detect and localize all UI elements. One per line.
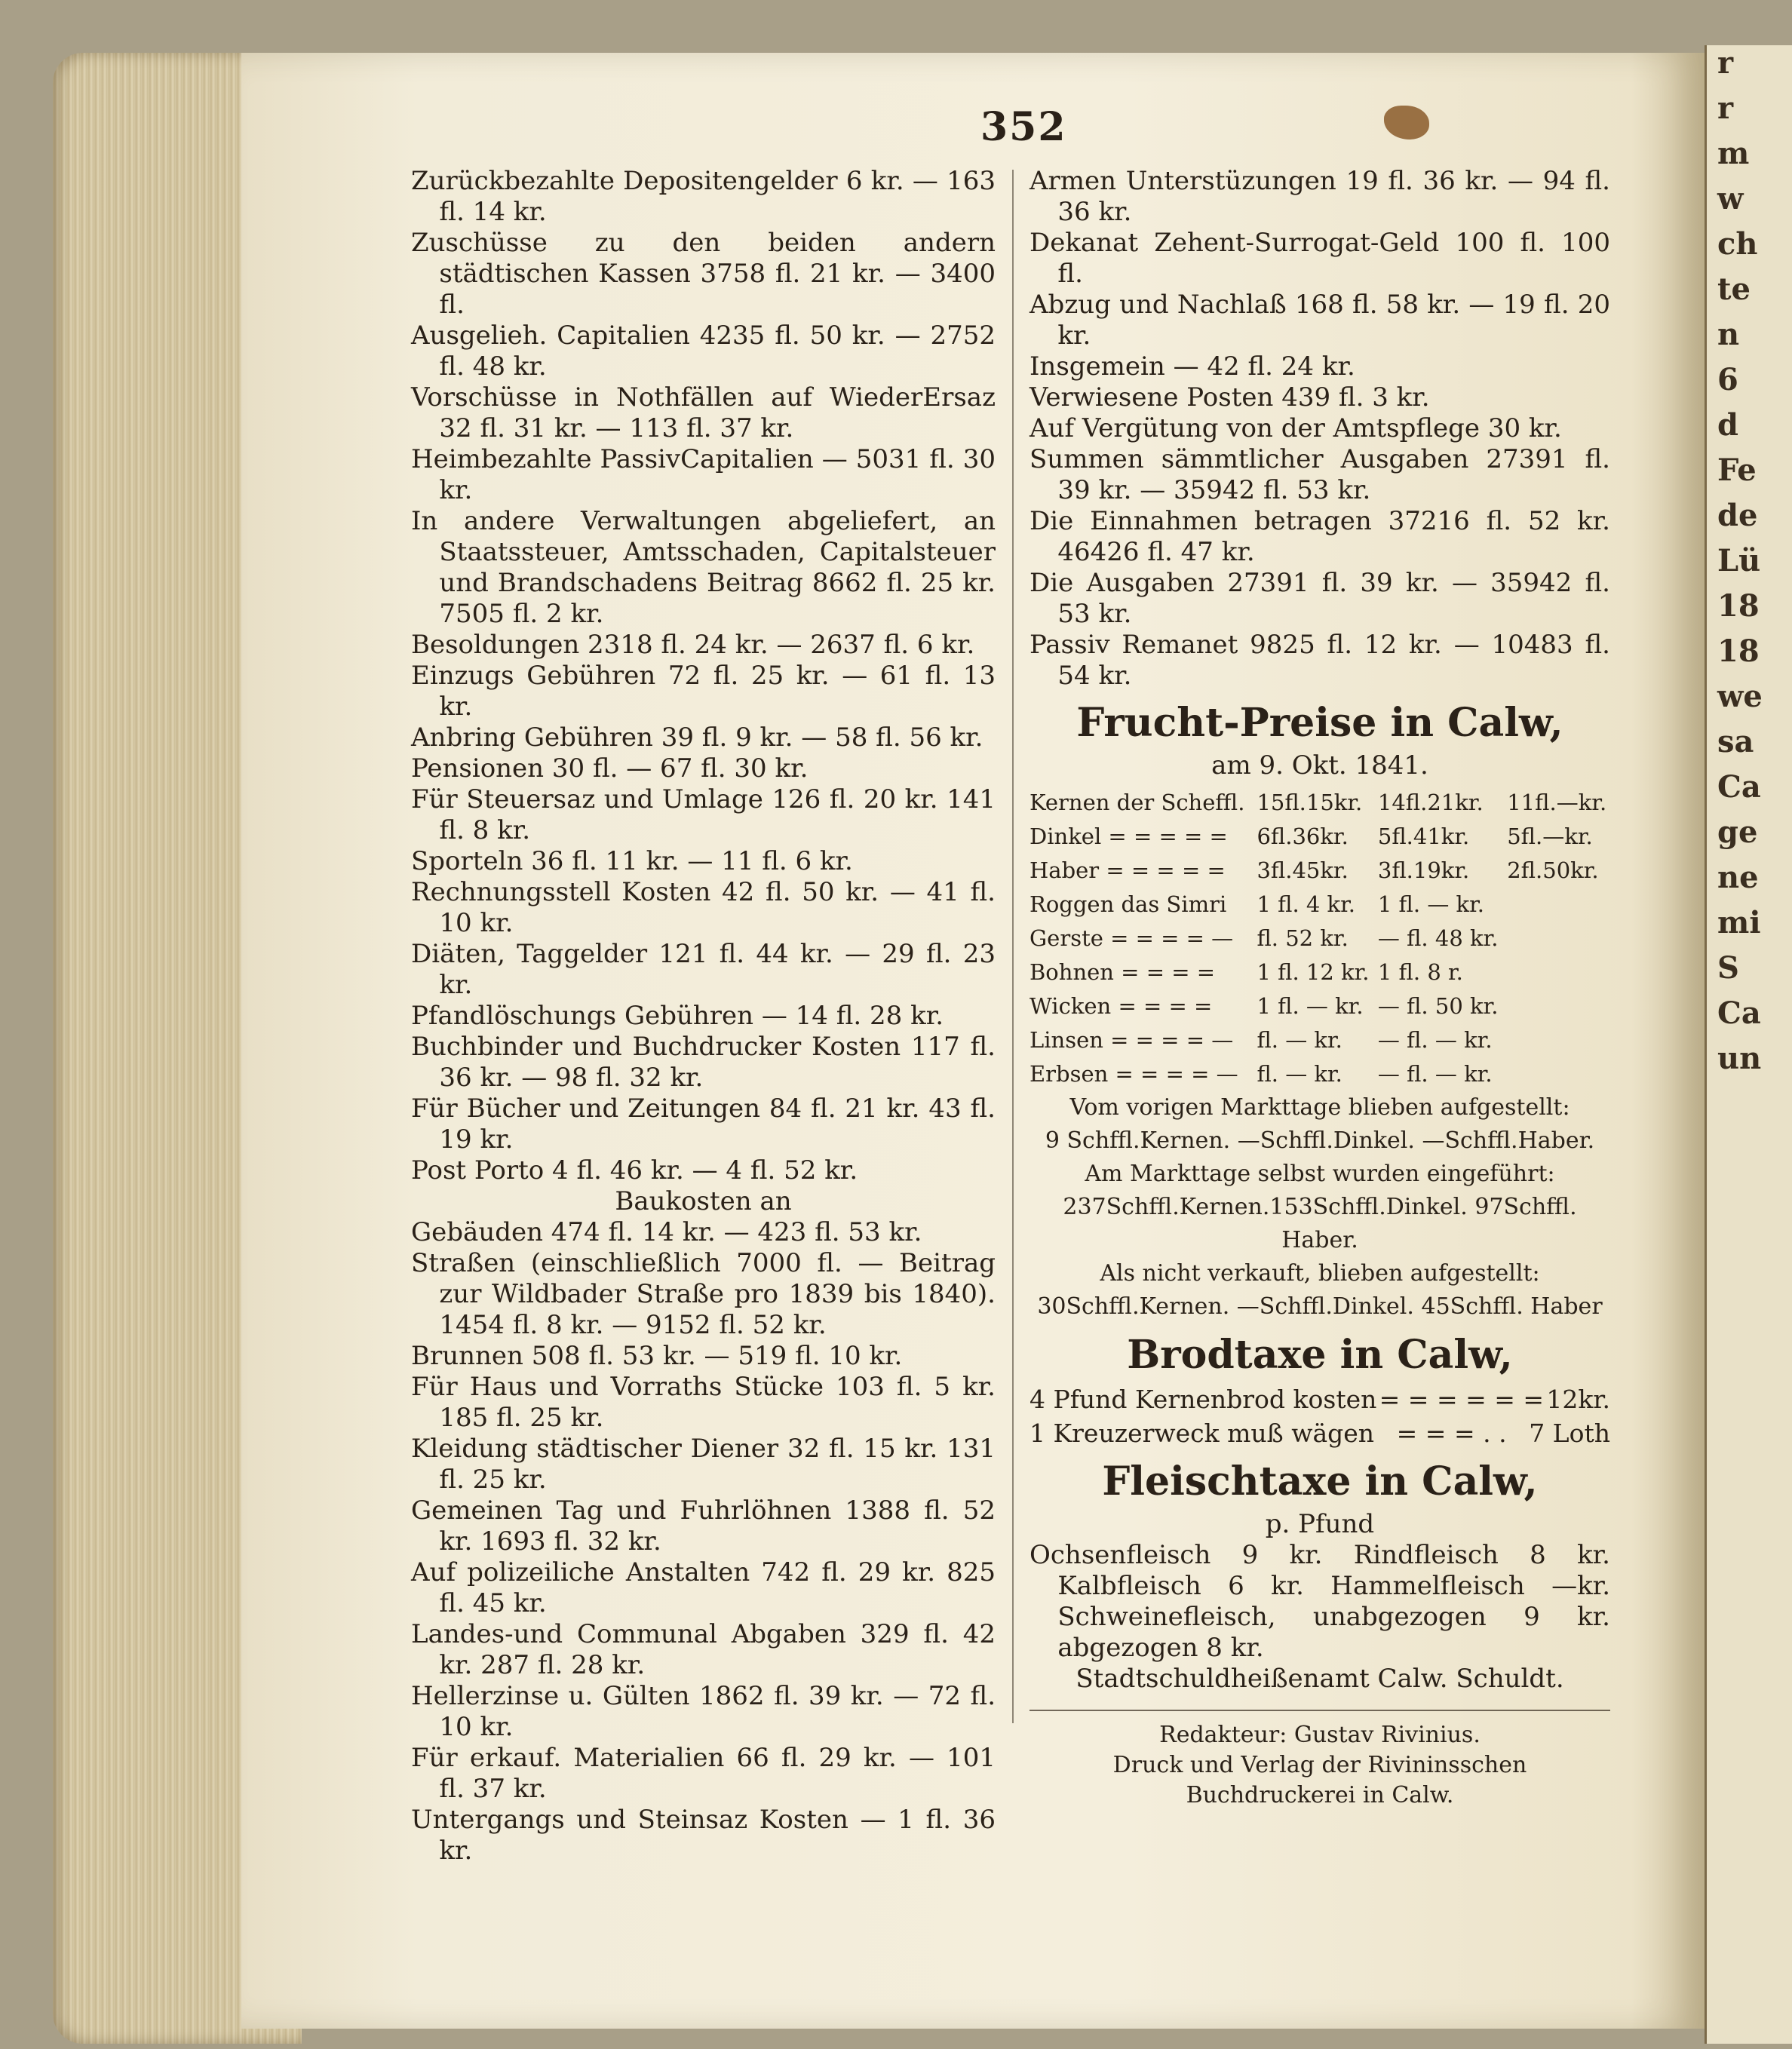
ledger-entry: Buchbinder und Buchdrucker Kosten 117 fl. 36 kr. — 98 fl. 32 kr. — [411, 1032, 996, 1093]
ledger-entry: Kleidung städtischer Diener 32 fl. 15 kr. 131 fl. 25 kr. — [411, 1434, 996, 1495]
ledger-entry: Landes-und Communal Abgaben 329 fl. 42 kr. 287 fl. 28 kr. — [411, 1619, 996, 1680]
next-page-text: d — [1717, 407, 1738, 443]
bread-value: 7 Loth — [1529, 1419, 1610, 1448]
bread-row — [1029, 1416, 1610, 1450]
grain-label: Gerste = = = = — — [1029, 925, 1234, 951]
ledger-entry: Armen Unterstüzungen 19 fl. 36 kr. — 94 fl. 36 kr. — [1029, 166, 1610, 227]
ledger-entry: Vorschüsse in Nothfällen auf WiederErsaz 32 fl. 31 kr. — 113 fl. 37 kr. — [411, 382, 996, 443]
ledger-entry: Heimbezahlte PassivCapitalien — 5031 fl. 30 kr. — [411, 444, 996, 505]
next-page-text: we — [1717, 679, 1763, 714]
price-high: 6fl.36kr. — [1257, 824, 1349, 849]
next-page-text: te — [1717, 271, 1751, 307]
ledger-entry: Die Ausgaben 27391 fl. 39 kr. — 35942 fl. 53 kr. — [1029, 568, 1610, 629]
price-row — [1029, 888, 1610, 922]
brod-heading: Brodtaxe in Calw, — [1127, 1332, 1513, 1378]
page-number: 352 — [980, 104, 1067, 150]
next-page-text: r — [1717, 90, 1734, 126]
bread-row — [1029, 1382, 1610, 1416]
ledger-entry: Zurückbezahlte Depositengelder 6 kr. — 163 fl. 14 kr. — [411, 166, 996, 227]
price-mid: — fl. — kr. — [1377, 1061, 1493, 1087]
next-page-text: r — [1717, 45, 1734, 81]
price-high: fl. — kr. — [1257, 1061, 1342, 1087]
ledger-entry: Für Haus und Vorraths Stücke 103 fl. 5 kr. 185 fl. 25 kr. — [411, 1372, 996, 1433]
price-mid: 14fl.21kr. — [1377, 790, 1484, 815]
price-high: 3fl.45kr. — [1257, 857, 1349, 883]
market-line: Vom vorigen Markttage blieben aufgestellt: — [1069, 1094, 1570, 1121]
ledger-entry: Passiv Remanet 9825 fl. 12 kr. — 10483 fl. 54 kr. — [1029, 630, 1610, 691]
next-page-text: n — [1717, 317, 1740, 352]
ledger-entry: Zuschüsse zu den beiden andern städtischen Kassen 3758 fl. 21 kr. — 3400 fl. — [411, 228, 996, 320]
next-page-text: Ca — [1717, 769, 1761, 805]
ledger-entry: Ausgelieh. Capitalien 4235 fl. 50 kr. — 2752 fl. 48 kr. — [411, 321, 996, 382]
grain-label: Dinkel = = = = = — [1029, 824, 1228, 849]
next-page-text: 18 — [1717, 633, 1760, 669]
price-low: 11fl.—kr. — [1507, 790, 1607, 815]
next-page-text: Fe — [1717, 452, 1757, 488]
next-page-text: mi — [1717, 905, 1761, 940]
ledger-entry: Sporteln 36 fl. 11 kr. — 11 fl. 6 kr. — [411, 846, 853, 876]
ledger-entry: Verwiesene Posten 439 fl. 3 kr. — [1029, 382, 1430, 413]
price-mid: — fl. 50 kr. — [1377, 993, 1499, 1019]
ledger-entry: Einzugs Gebühren 72 fl. 25 kr. — 61 fl. 13 kr. — [411, 661, 996, 722]
market-line: Am Markttage selbst wurden eingeführt: — [1085, 1161, 1555, 1187]
price-high: 1 fl. 4 kr. — [1257, 891, 1356, 917]
price-low: 5fl.—kr. — [1507, 824, 1593, 849]
next-page-fragment — [1705, 45, 1792, 2044]
ledger-entry: Für Bücher und Zeitungen 84 fl. 21 kr. 43 fl. 19 kr. — [411, 1094, 996, 1155]
price-mid: — fl. — kr. — [1377, 1027, 1493, 1053]
ledger-entry: Untergangs und Steinsaz Kosten — 1 fl. 36 kr. — [411, 1805, 996, 1866]
price-low — [1502, 1057, 1610, 1091]
price-mid: 5fl.41kr. — [1377, 824, 1470, 849]
next-page-text: de — [1717, 498, 1758, 533]
ledger-entry: Summen sämmtlicher Ausgaben 27391 fl. 39 kr. — 35942 fl. 53 kr. — [1029, 444, 1610, 505]
ledger-entry: Besoldungen 2318 fl. 24 kr. — 2637 fl. 6 kr. — [411, 630, 975, 660]
column-divider — [1012, 170, 1014, 1723]
price-row — [1029, 1057, 1610, 1091]
next-page-text: un — [1717, 1041, 1762, 1076]
ledger-entry: In andere Verwaltungen abgeliefert, an Staatssteuer, Amtsschaden, Capitalsteuer und Brandschadens Beitrag 8662 fl. 25 kr. 7505 fl. 2 kr. — [411, 506, 996, 629]
right-column — [1029, 166, 1610, 1811]
fleisch-signature: Stadtschuldheißenamt Calw. Schuldt. — [1076, 1664, 1564, 1694]
price-low — [1502, 989, 1610, 1023]
price-row — [1029, 854, 1610, 888]
grain-price-table — [1029, 786, 1610, 1091]
next-page-text: 18 — [1717, 588, 1760, 624]
ledger-entry: Baukosten an — [615, 1186, 792, 1216]
ledger-entry: Straßen (einschließlich 7000 fl. — Beitrag zur Wildbader Straße pro 1839 bis 1840). 1454 fl. 8 kr. — 9152 fl. 52 kr. — [411, 1248, 996, 1340]
ledger-entry: Diäten, Taggelder 121 fl. 44 kr. — 29 fl. 23 kr. — [411, 939, 996, 1000]
ledger-entry: Anbring Gebühren 39 fl. 9 kr. — 58 fl. 56 kr. — [411, 722, 983, 753]
ledger-entry: Gemeinen Tag und Fuhrlöhnen 1388 fl. 52 kr. 1693 fl. 32 kr. — [411, 1495, 996, 1557]
price-mid: 1 fl. 8 r. — [1377, 959, 1463, 985]
price-row — [1029, 786, 1610, 820]
price-mid: 3fl.19kr. — [1377, 857, 1470, 883]
bread-tax — [1029, 1382, 1610, 1450]
next-page-text: ne — [1717, 860, 1759, 895]
price-mid: — fl. 48 kr. — [1377, 925, 1499, 951]
next-page-text: ge — [1717, 814, 1758, 850]
ledger-entry: Abzug und Nachlaß 168 fl. 58 kr. — 19 fl. 20 kr. — [1029, 290, 1610, 351]
price-high: 1 fl. 12 kr. — [1257, 959, 1370, 985]
market-line: 30Schffl.Kernen. —Schffl.Dinkel. 45Schffl. Haber — [1037, 1293, 1603, 1320]
price-high: fl. 52 kr. — [1257, 925, 1349, 951]
right-column-entries — [1029, 166, 1610, 692]
fleisch-text: Ochsenfleisch 9 kr. Rindfleisch 8 kr. Kalbfleisch 6 kr. Hammelfleisch —kr. Schweinefleisch, unabgezogen 9 kr. abgezogen 8 kr. — [1029, 1540, 1610, 1663]
next-page-text: 6 — [1717, 362, 1738, 397]
price-row — [1029, 955, 1610, 989]
market-report — [1029, 1091, 1610, 1324]
ledger-entry: Pfandlöschungs Gebühren — 14 fl. 28 kr. — [411, 1001, 944, 1031]
ledger-entry: Die Einnahmen betragen 37216 fl. 52 kr. 46426 fl. 47 kr. — [1029, 506, 1610, 567]
ledger-entry: Auf Vergütung von der Amtspflege 30 kr. — [1029, 413, 1562, 443]
grain-label: Roggen das Simri — [1029, 891, 1227, 917]
ledger-entry: Pensionen 30 fl. — 67 fl. 30 kr. — [411, 753, 809, 784]
grain-label: Linsen = = = = — — [1029, 1027, 1234, 1053]
bread-value: 12kr. — [1546, 1385, 1610, 1414]
bread-label: 4 Pfund Kernenbrod kosten — [1029, 1385, 1377, 1414]
grain-label: Wicken = = = = — [1029, 993, 1213, 1019]
market-line: Als nicht verkauft, blieben aufgestellt: — [1100, 1260, 1540, 1287]
ledger-entry: Für Steuersaz und Umlage 126 fl. 20 kr. 141 fl. 8 kr. — [411, 784, 996, 845]
price-low — [1502, 1023, 1610, 1057]
fleisch-subheading: p. Pfund — [1265, 1509, 1375, 1539]
next-page-text: S — [1717, 950, 1739, 986]
next-page-text: w — [1717, 181, 1744, 216]
ledger-entry: Hellerzinse u. Gülten 1862 fl. 39 kr. — 72 fl. 10 kr. — [411, 1681, 996, 1742]
price-row — [1029, 1023, 1610, 1057]
next-page-text: Lü — [1717, 543, 1761, 578]
price-low — [1502, 955, 1610, 989]
next-page-text: m — [1717, 136, 1750, 171]
price-row — [1029, 922, 1610, 955]
market-line: 237Schffl.Kernen.153Schffl.Dinkel. 97Schffl. Haber. — [1063, 1194, 1577, 1253]
imprint-publisher: Druck und Verlag der Rivininsschen Buchdruckerei in Calw. — [1112, 1752, 1527, 1808]
price-low — [1502, 888, 1610, 922]
market-line: 9 Schffl.Kernen. —Schffl.Dinkel. —Schffl.Haber. — [1045, 1127, 1595, 1154]
grain-label: Kernen der Scheffl. — [1029, 790, 1245, 815]
next-page-text: Ca — [1717, 995, 1761, 1031]
fleisch-heading: Fleischtaxe in Calw, — [1102, 1459, 1538, 1505]
price-mid: 1 fl. — kr. — [1377, 891, 1485, 917]
bread-label: 1 Kreuzerweck muß wägen — [1029, 1419, 1375, 1448]
imprint-editor: Redakteur: Gustav Rivinius. — [1159, 1722, 1481, 1748]
frucht-date: am 9. Okt. 1841. — [1211, 750, 1428, 781]
grain-label: Haber = = = = = — [1029, 857, 1226, 883]
ledger-entry: Brunnen 508 fl. 53 kr. — 519 fl. 10 kr. — [411, 1341, 903, 1371]
next-page-text: ch — [1717, 226, 1758, 262]
price-row — [1029, 820, 1610, 854]
grain-label: Erbsen = = = = — — [1029, 1061, 1238, 1087]
ledger-entry: Auf polizeiliche Anstalten 742 fl. 29 kr. 825 fl. 45 kr. — [411, 1557, 996, 1618]
left-column — [411, 166, 996, 1866]
price-high: 1 fl. — kr. — [1257, 993, 1364, 1019]
grain-label: Bohnen = = = = — [1029, 959, 1216, 985]
price-low: 2fl.50kr. — [1507, 857, 1599, 883]
price-high: 15fl.15kr. — [1257, 790, 1363, 815]
next-page-text: sa — [1717, 724, 1754, 759]
frucht-heading: Frucht-Preise in Calw, — [1076, 700, 1563, 746]
ledger-entry: Dekanat Zehent-Surrogat-Geld 100 fl. 100 fl. — [1029, 228, 1610, 289]
ledger-entry: Post Porto 4 fl. 46 kr. — 4 fl. 52 kr. — [411, 1155, 858, 1186]
price-low — [1502, 922, 1610, 955]
bread-dots: = = = . . — [1396, 1419, 1507, 1448]
imprint-rule — [1029, 1710, 1610, 1711]
bread-dots: = = = = = = — [1379, 1385, 1545, 1414]
ledger-entry: Insgemein — 42 fl. 24 kr. — [1029, 351, 1355, 382]
price-row — [1029, 989, 1610, 1023]
ledger-entry: Rechnungsstell Kosten 42 fl. 50 kr. — 41 fl. 10 kr. — [411, 877, 996, 938]
price-high: fl. — kr. — [1257, 1027, 1342, 1053]
ledger-entry: Gebäuden 474 fl. 14 kr. — 423 fl. 53 kr. — [411, 1217, 922, 1247]
ledger-entry: Für erkauf. Materialien 66 fl. 29 kr. — 101 fl. 37 kr. — [411, 1743, 996, 1804]
